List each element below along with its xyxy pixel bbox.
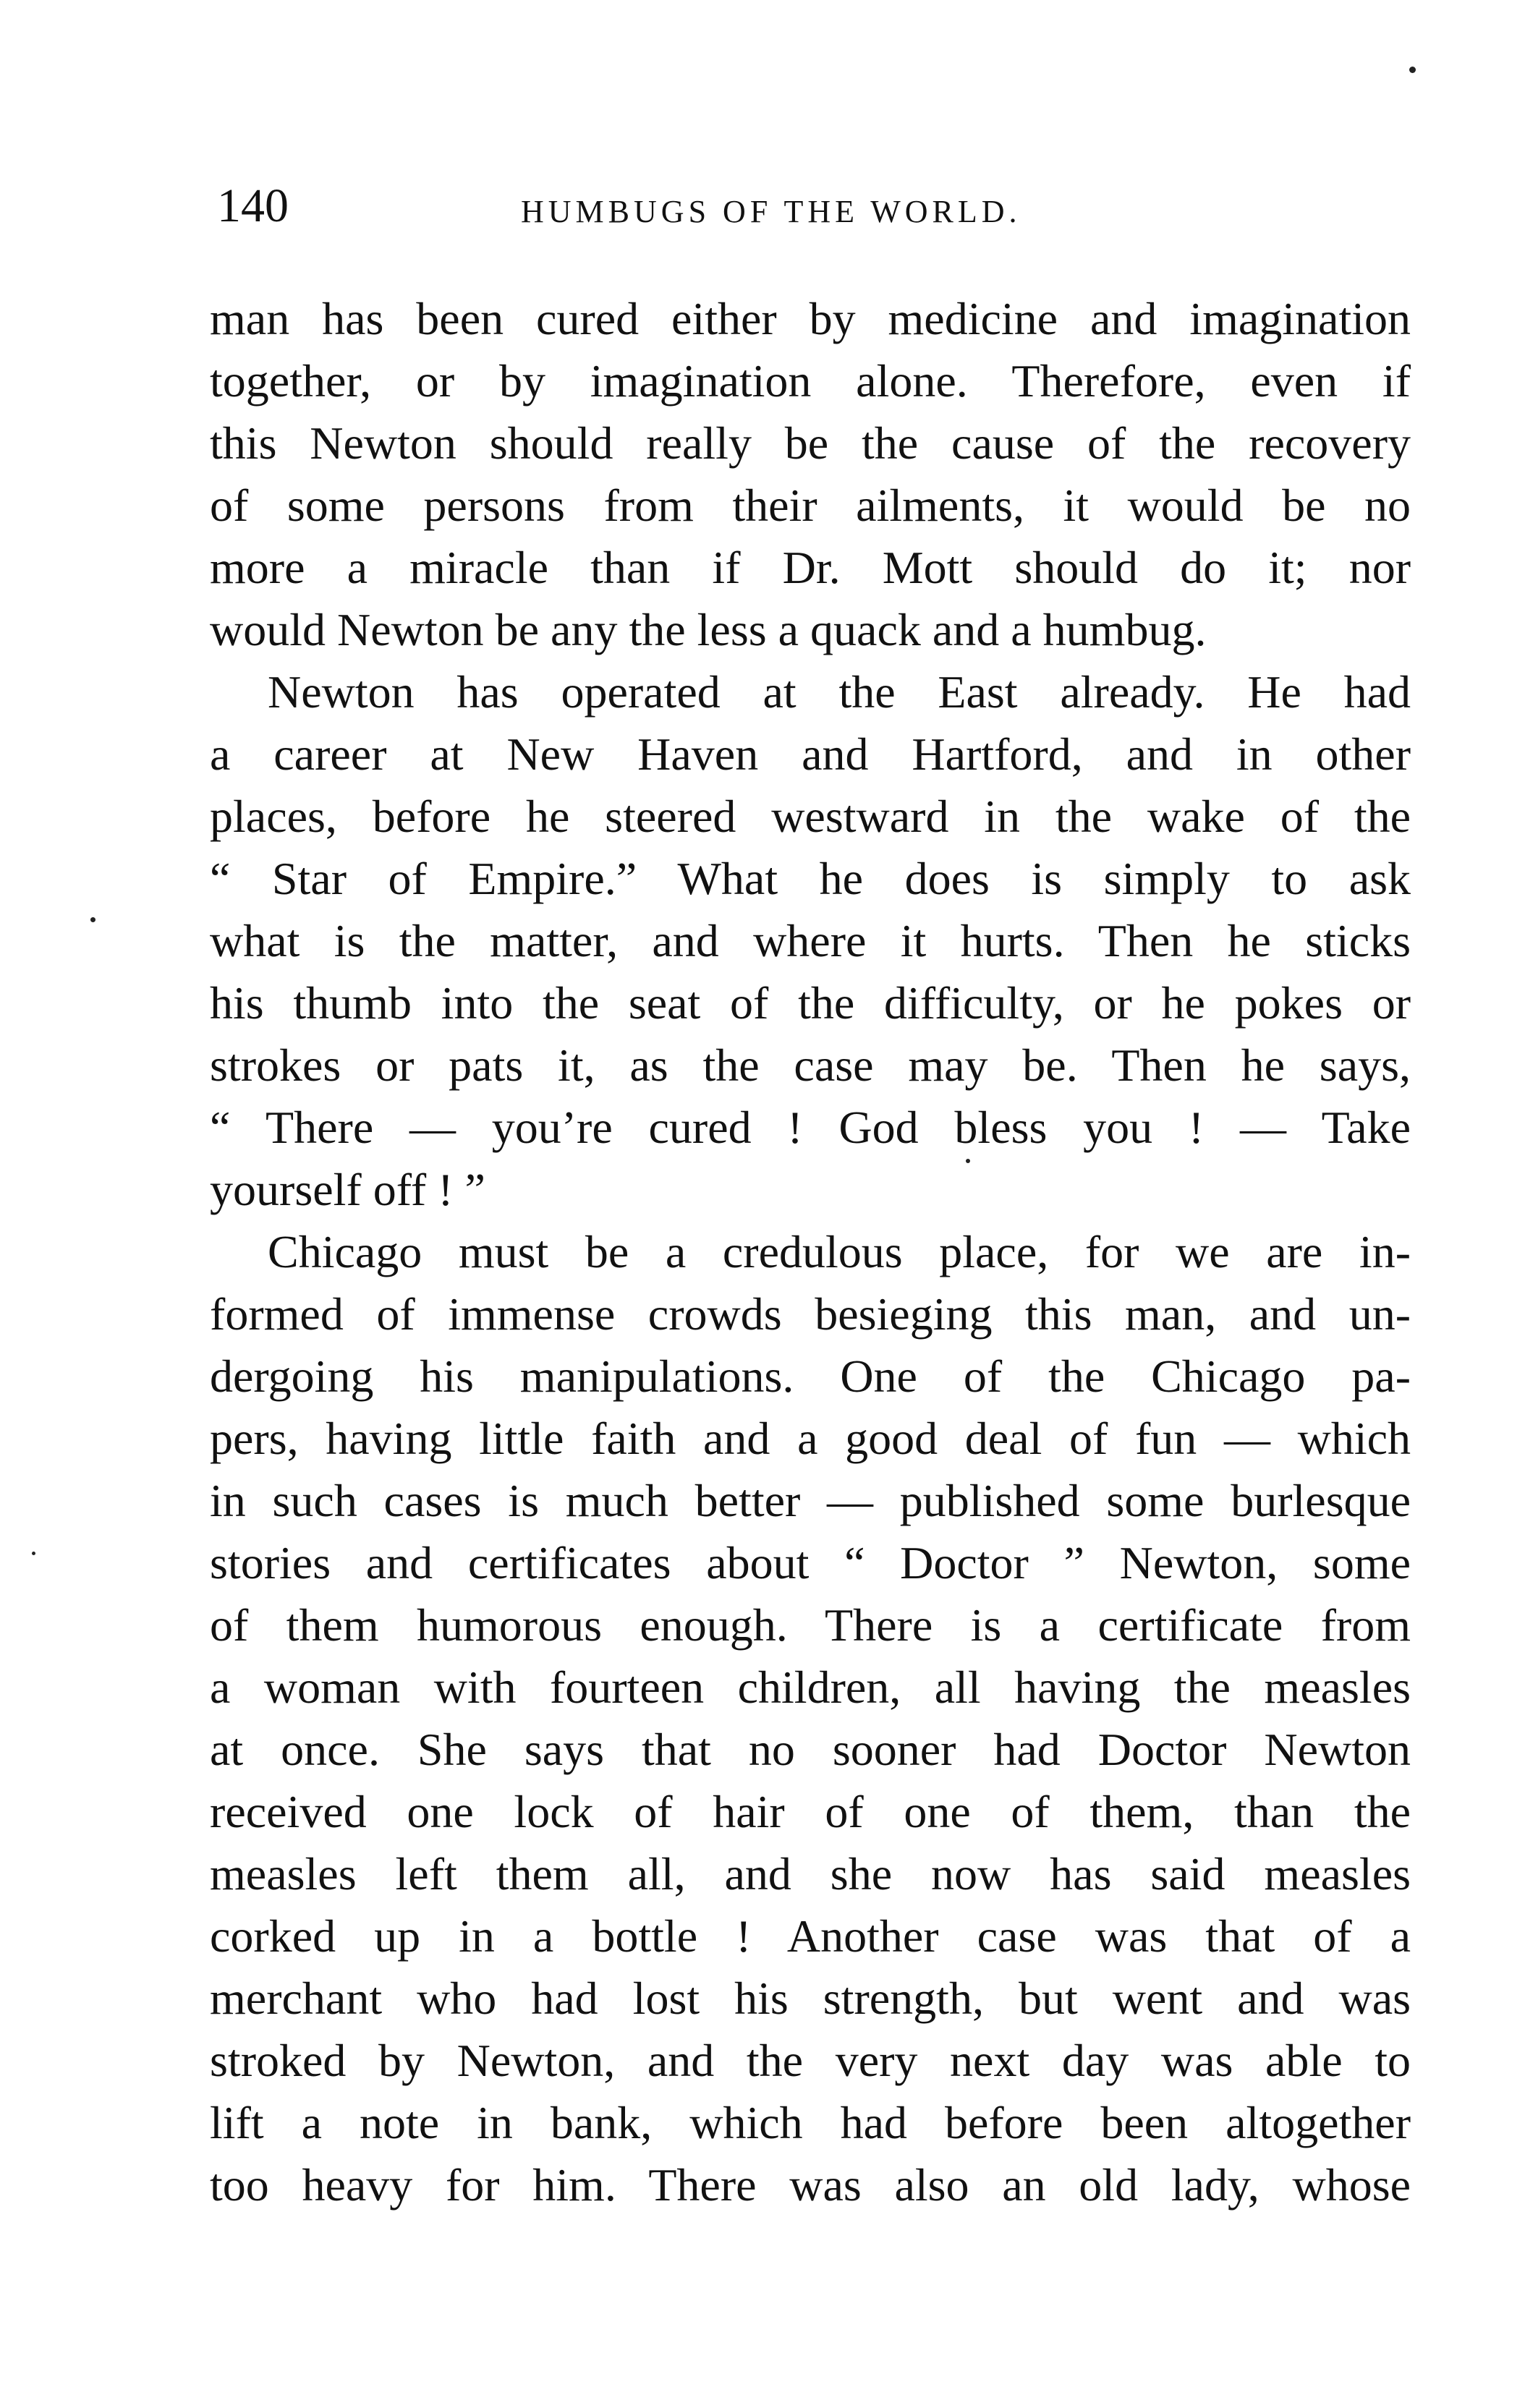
paragraph-start-line: Newton has operated at the East already. He had <box>268 666 1411 718</box>
text-line: strokes or pats it, as the case may be. Then he says, <box>210 1039 1411 1091</box>
text-line: a woman with fourteen children, all having the measles <box>210 1662 1411 1713</box>
text-line: corked up in a bottle ! Another case was that of a <box>210 1910 1411 1962</box>
text-line: “ Star of Empire.” What he does is simply to ask <box>210 853 1411 904</box>
text-line: man has been cured either by medicine and imagination <box>210 293 1411 344</box>
scan-speck <box>966 1159 970 1163</box>
text-line: “ There — you’re cured ! God bless you ! — Take <box>210 1102 1411 1153</box>
running-title: HUMBUGS OF THE WORLD. <box>521 194 1021 229</box>
scan-speck <box>32 1552 35 1555</box>
text-line: yourself off ! ” <box>210 1164 485 1215</box>
scan-speck <box>90 917 95 922</box>
text-line: dergoing his manipulations. One of the Chicago pa- <box>210 1350 1411 1402</box>
text-line: of some persons from their ailments, it would be no <box>210 480 1411 531</box>
text-line: stories and certificates about “ Doctor ” Newton, some <box>210 1537 1411 1588</box>
text-line: his thumb into the seat of the difficulty, or he pokes or <box>210 977 1411 1029</box>
text-line: more a miracle than if Dr. Mott should do it; nor <box>210 542 1411 593</box>
running-head <box>210 174 1411 239</box>
text-line: in such cases is much better — published some burlesque <box>210 1475 1411 1526</box>
text-line: stroked by Newton, and the very next day was able to <box>210 2035 1411 2086</box>
text-line: at once. She says that no sooner had Doctor Newton <box>210 1724 1411 1775</box>
text-line: a career at New Haven and Hartford, and in other <box>210 728 1411 780</box>
text-line: received one lock of hair of one of them, than the <box>210 1786 1411 1837</box>
text-line: too heavy for him. There was also an old lady, whose <box>210 2159 1411 2211</box>
text-line: places, before he steered westward in the wake of the <box>210 791 1411 842</box>
text-line: lift a note in bank, which had before been altogether <box>210 2097 1411 2148</box>
body-text <box>210 288 1411 2216</box>
paragraph-start-line: Chicago must be a credulous place, for we are in- <box>268 1226 1411 1277</box>
text-line: would Newton be any the less a quack and a humbug. <box>210 604 1207 655</box>
text-line: what is the matter, and where it hurts. Then he sticks <box>210 915 1411 966</box>
text-line: merchant who had lost his strength, but went and was <box>210 1973 1411 2024</box>
text-line: measles left them all, and she now has said measles <box>210 1848 1411 1899</box>
text-line: together, or by imagination alone. Therefore, even if <box>210 355 1411 407</box>
text-line: formed of immense crowds besieging this man, and un- <box>210 1288 1411 1340</box>
text-line: this Newton should really be the cause of the recovery <box>210 417 1411 469</box>
page-number: 140 <box>217 179 289 232</box>
scan-speck <box>1409 67 1416 73</box>
text-line: of them humorous enough. There is a certificate from <box>210 1599 1411 1651</box>
text-line: pers, having little faith and a good deal of fun — which <box>210 1413 1411 1464</box>
